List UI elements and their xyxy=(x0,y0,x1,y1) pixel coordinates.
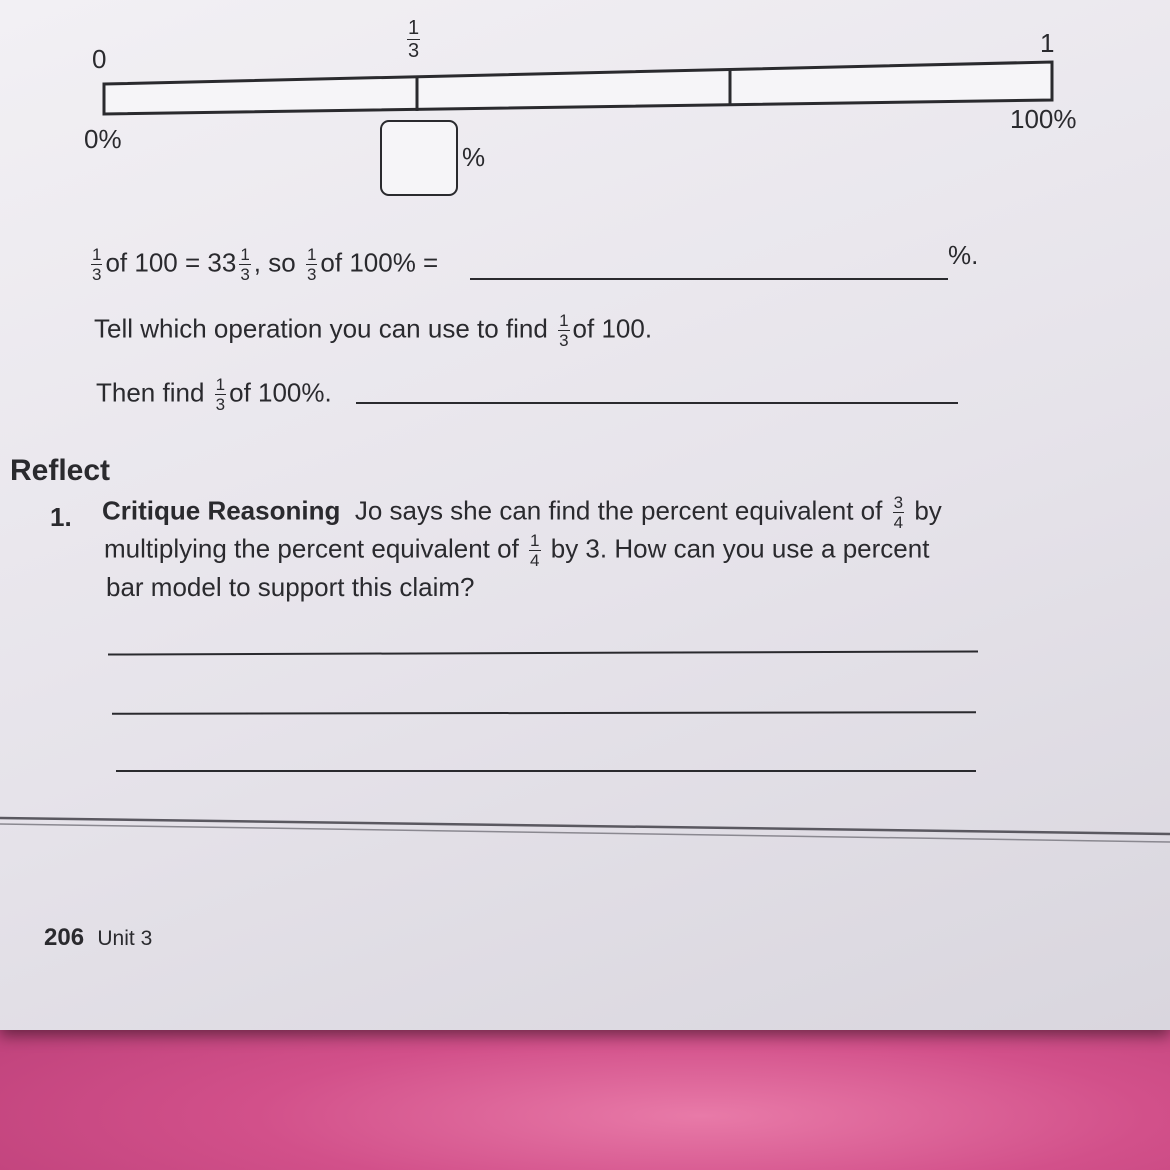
page-number: 206 xyxy=(44,924,85,951)
answer-box-percent-sign: % xyxy=(462,142,486,172)
reflect-heading: Reflect xyxy=(10,454,111,487)
page-footer xyxy=(44,924,152,952)
percent-bar xyxy=(96,56,1060,116)
equation-answer-blank[interactable] xyxy=(470,236,948,280)
unit-label: Unit 3 xyxy=(97,927,153,950)
question-number: 1. xyxy=(50,502,72,532)
answer-line-3[interactable] xyxy=(116,770,976,772)
answer-line-1[interactable] xyxy=(108,650,978,655)
bar-label-hundred-percent: 100% xyxy=(1010,104,1077,134)
question-line-3: bar model to support this claim? xyxy=(106,572,475,602)
answer-box[interactable] xyxy=(380,120,458,196)
section-rule xyxy=(0,812,1170,852)
bar-label-one-third: $\frac{1}{3}$ xyxy=(408,17,420,62)
question-line-2: multiplying the percent equivalent of $\frac{1}{4}$ by 3. How can you use a percent xyxy=(104,531,930,570)
bar-label-one: 1 xyxy=(1040,28,1055,58)
bar-label-zero: 0 xyxy=(92,44,107,74)
question-line-1: Critique Reasoning Jo says she can find the percent equivalent of $\frac{3}{4}$ by xyxy=(102,493,942,532)
find-answer-blank[interactable] xyxy=(356,380,958,404)
find-prompt: Then find $\frac{1}{3}$ of 100%. xyxy=(96,375,332,414)
equation-line: $\frac{1}{3}$ of 100 = 33 $\frac{1}{3}$ , so $\frac{1}{3}$ of 100% = xyxy=(92,245,439,284)
equation-percent-sign: %. xyxy=(948,240,979,270)
operation-prompt: Tell which operation you can use to find $\frac{1}{3}$ of 100. xyxy=(94,311,653,350)
percent-bar-body xyxy=(104,62,1052,114)
bar-label-zero-percent: 0% xyxy=(84,124,122,154)
answer-line-2[interactable] xyxy=(112,711,976,715)
